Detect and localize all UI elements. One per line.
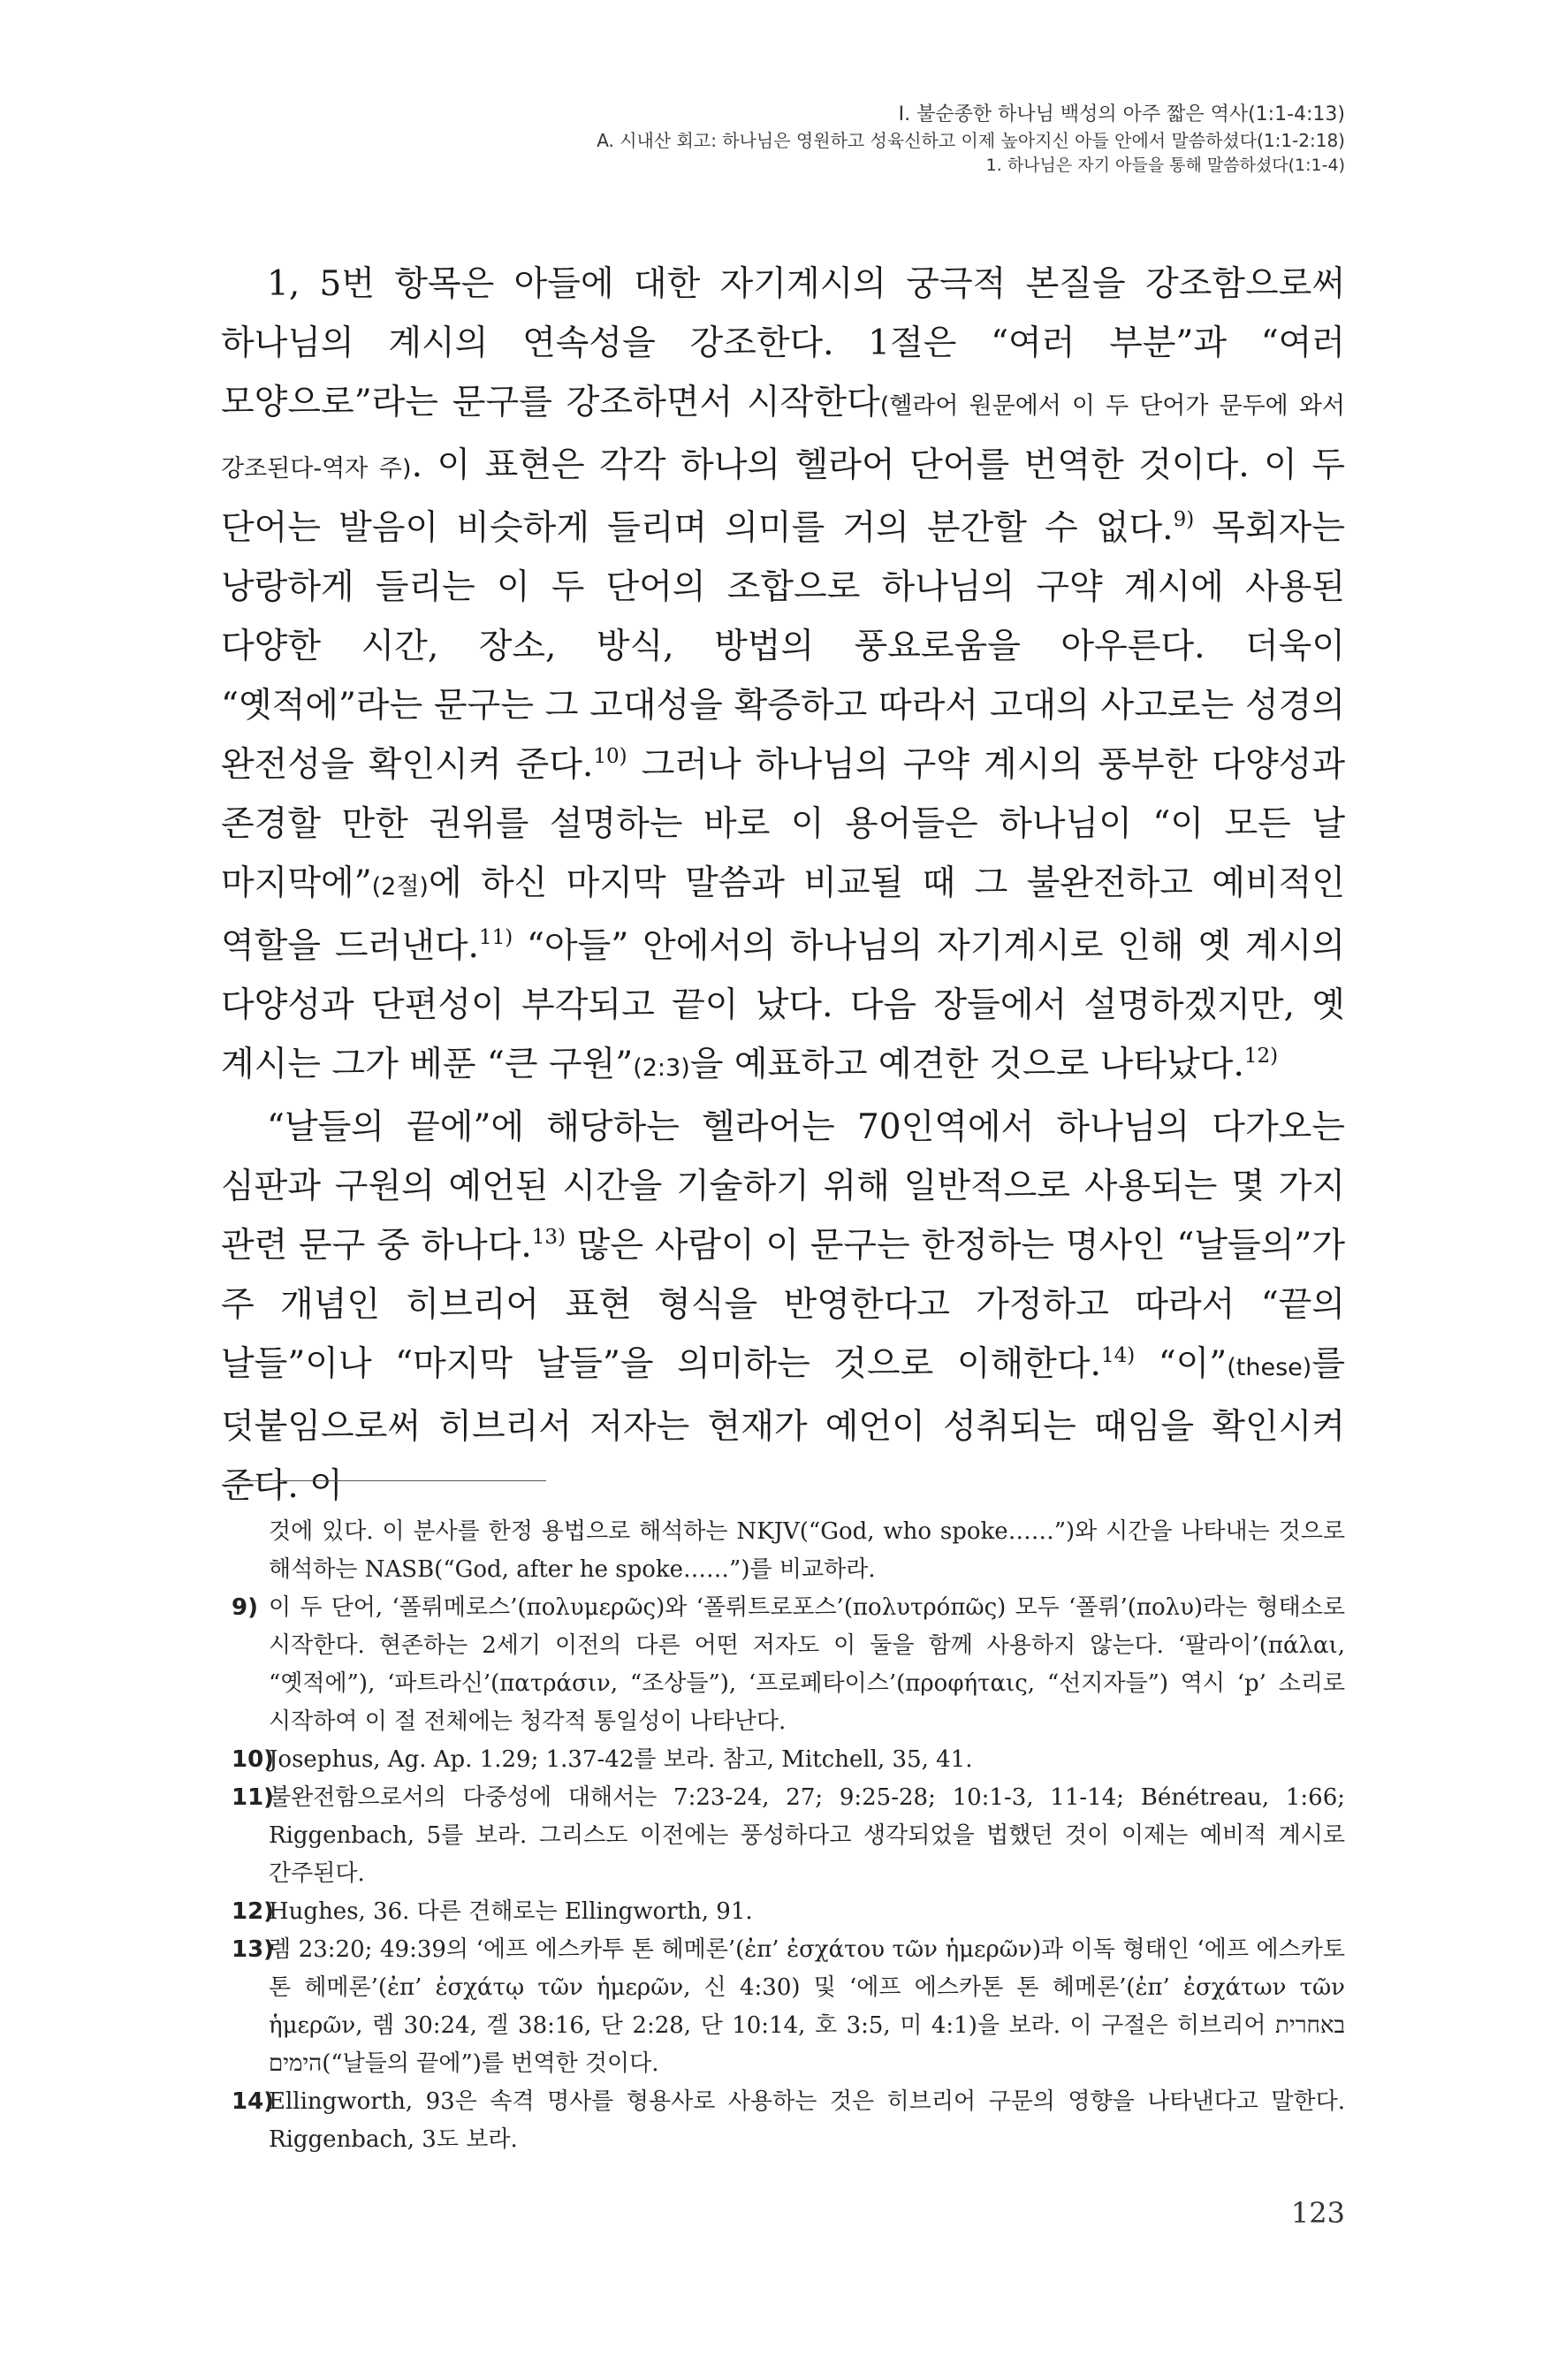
- footnote-ref-10[interactable]: 10): [593, 745, 627, 768]
- running-head-part: I. 불순종한 하나님 백성의 아주 짧은 역사(1:1-4:13): [898, 103, 1345, 125]
- paragraph-1: [221, 255, 1345, 1098]
- paragraph-2: [221, 1098, 1345, 1516]
- footnote-number: 11): [232, 1784, 275, 1811]
- footnote-9: [232, 1589, 1345, 1741]
- footnote-14: [232, 2083, 1345, 2159]
- footnote-number: 14): [232, 2088, 275, 2115]
- verse-ref: (2절): [371, 873, 429, 901]
- text-run: 1, 5번 항목은 아들에 대한 자기계시의 궁극적 본질을 강조함으로써 하나님의 계시의 연속성을 강조한다. 1절은 “여러 부분”과 “여러 모양으로”라는 문구를 강조하면서 시작한다: [221, 264, 1345, 422]
- text-run: 목회자는 낭랑하게 들리는 이 두 단어의 조합으로 하나님의 구약 계시에 사용된 다양한 시간, 장소, 방식, 방법의 풍요로움을 아우른다. 더욱이 “옛적에”라는 문구는 그 고대성을 확증하고 따라서 고대의 사고로는 성경의 완전성을 확인시켜 준다.: [221, 508, 1346, 785]
- footnotes: [232, 1513, 1345, 2159]
- english-gloss: (these): [1227, 1354, 1312, 1381]
- footnote-ref-9[interactable]: 9): [1173, 508, 1195, 531]
- page-number: 123: [1290, 2196, 1345, 2230]
- text-run: 를 덧붙임으로써 히브리서 저자는 현재가 예언이 성취되는 때임을 확인시켜 준다. 이: [221, 1344, 1345, 1506]
- footnote-10: [232, 1741, 1345, 1779]
- footnote-ref-13[interactable]: 13): [531, 1226, 566, 1249]
- footnote-11: [232, 1779, 1345, 1893]
- footnote-text: 불완전함으로서의 다중성에 대해서는 7:23-24, 27; 9:25-28; 10:1-3, 11-14; Bénétreau, 1:66; Riggenbach, 5를 보라. 그리스도 이전에는 풍성하다고 생각되었을 법했던 것이 이제는 예비적 계시로 간주된다.: [269, 1784, 1345, 1887]
- footnote-12: [232, 1893, 1345, 1931]
- running-head-subsection: 1. 하나님은 자기 아들을 통해 말씀하셨다(1:1-4): [985, 156, 1345, 175]
- footnote-continuation: [232, 1513, 1345, 1589]
- footnote-number: 13): [232, 1936, 275, 1963]
- text-run: 에 하신 마지막 말씀과 비교될 때 그 불완전하고 예비적인 역할을 드러낸다.: [221, 863, 1345, 966]
- body-text: [221, 255, 1345, 1516]
- translator-note: (헬라어 원문에서 이 두 단어가 문두에 와서 강조된다-역자 주): [221, 392, 1345, 483]
- text-run: “날들의 끝에”에 해당하는 헬라어는 70인역에서 하나님의 다가오는 심판과 구원의 예언된 시간을 기술하기 위해 일반적으로 사용되는 몇 가지 관련 문구 중 하나다.: [221, 1107, 1345, 1266]
- footnote-divider: [232, 1480, 546, 1481]
- running-head: [597, 102, 1345, 178]
- footnote-text: Ellingworth, 93은 속격 명사를 형용사로 사용하는 것은 히브리어 구문의 영향을 나타낸다고 말한다. Riggenbach, 3도 보라.: [269, 2088, 1345, 2153]
- verse-ref: (2:3): [633, 1054, 690, 1082]
- text-run: . 이 표현은 각각 하나의 헬라어 단어를 번역한 것이다. 이 두 단어는 발음이 비슷하게 들리며 의미를 거의 분간할 수 없다.: [221, 445, 1345, 548]
- footnote-number: 12): [232, 1898, 275, 1925]
- footnote-number: 9): [232, 1594, 258, 1621]
- footnote-ref-14[interactable]: 14): [1100, 1344, 1136, 1367]
- footnote-text: Josephus, Ag. Ap. 1.29; 1.37-42를 보라. 참고, Mitchell, 35, 41.: [269, 1746, 973, 1773]
- footnote-text: Hughes, 36. 다른 견해로는 Ellingworth, 91.: [269, 1898, 753, 1925]
- text-run: “이”: [1135, 1344, 1228, 1384]
- text-run: 을 예표하고 예견한 것으로 나타났다.: [689, 1045, 1244, 1084]
- running-head-section: A. 시내산 회고: 하나님은 영원하고 성육신하고 이제 높아지신 아들 안에서 말씀하셨다(1:1-2:18): [597, 130, 1345, 151]
- footnote-13: [232, 1931, 1345, 2083]
- footnote-ref-11[interactable]: 11): [478, 926, 513, 949]
- footnote-ref-12[interactable]: 12): [1243, 1045, 1279, 1068]
- text-run: 많은 사람이 이 문구는 한정하는 명사인 “날들의”가 주 개념인 히브리어 표현 형식을 반영한다고 가정하고 따라서 “끝의 날들”이나 “마지막 날들”을 의미하는 것으로 이해한다.: [221, 1226, 1346, 1384]
- footnote-number: 10): [232, 1746, 275, 1773]
- text-run: “아들” 안에서의 하나님의 자기계시로 인해 옛 계시의 다양성과 단편성이 부각되고 끝이 났다. 다음 장들에서 설명하겠지만, 옛 계시는 그가 베푼 “큰 구원”: [221, 926, 1346, 1084]
- footnote-text: 렘 23:20; 49:39의 ‘에프 에스카투 톤 헤메론’(ἐπ’ ἐσχάτου τῶν ἡμερῶν)과 이독 형태인 ‘에프 에스카토 톤 헤메론’(ἐπ’ ἐσχάτῳ τῶν ἡμερῶν, 신 4:30) 및 ‘에프 에스카톤 톤 헤메론’(ἐπ’ ἐσχάτων τῶν ἡμερῶν, 렘 30:24, 겔 38:16, 단 2:28, 단 10:14, 호 3:5, 미 4:1)을 보라. 이 구절은 히브리어 באחרית הימים(“날들의 끝에”)를 번역한 것이다.: [269, 1936, 1345, 2077]
- footnote-text: 것에 있다. 이 분사를 한정 용법으로 해석하는 NKJV(“God, who spoke……”)와 시간을 나타내는 것으로 해석하는 NASB(“God, after he spoke……”)를 비교하라.: [269, 1518, 1345, 1583]
- text-run: 그러나 하나님의 구약 계시의 풍부한 다양성과 존경할 만한 권위를 설명하는 바로 이 용어들은 하나님이 “이 모든 날 마지막에”: [221, 745, 1345, 903]
- footnote-text: 이 두 단어, ‘폴뤼메로스’(πολυμερῶς)와 ‘폴뤼트로포스’(πολυτρόπῶς) 모두 ‘폴뤼’(πολυ)라는 형태소로 시작한다. 현존하는 2세기 이전의 다른 어떤 저자도 이 둘을 함께 사용하지 않는다. ‘팔라이’(πάλαι, “옛적에”), ‘파트라신’(πατράσιν, “조상들”), ‘프로페타이스’(προφήταις, “선지자들”) 역시 ‘p’ 소리로 시작하여 이 절 전체에는 청각적 통일성이 나타난다.: [269, 1594, 1345, 1735]
